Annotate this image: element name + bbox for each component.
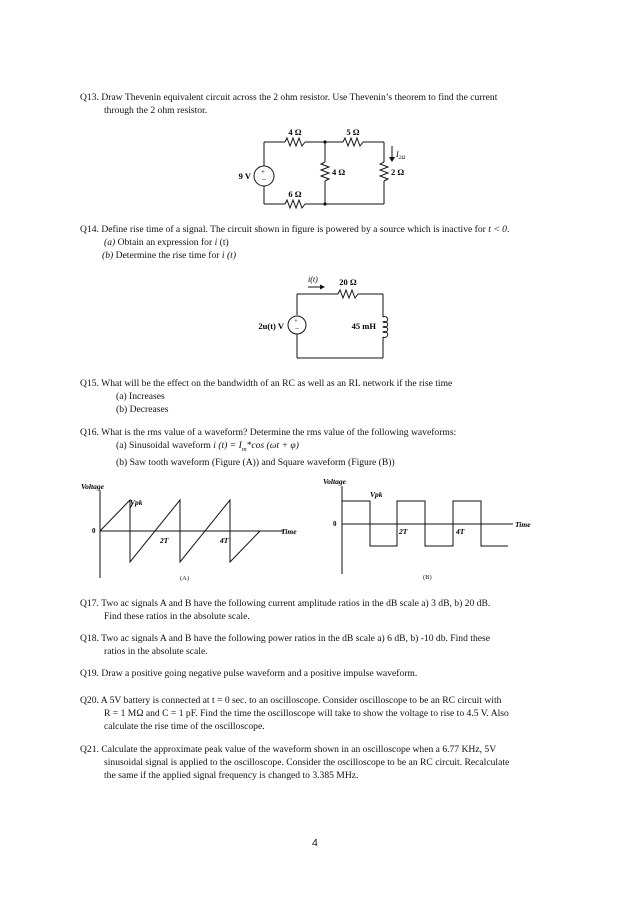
fig-b-tick-4t: 4T	[456, 527, 465, 536]
q20-line1: Q20. A 5V battery is connected at t = 0 sec. to an oscilloscope. Consider oscilloscope to be an RC circuit with	[80, 695, 502, 706]
fig-a-ylabel: Voltage	[81, 482, 104, 491]
q14-line1: Q14. Define rise time of a signal. The circuit shown in figure is powered by a source which is inactive for t < 0.	[80, 224, 510, 235]
q13-current-label: $I_{2\Omega}$	[396, 150, 406, 161]
q16-part-b: (b) Saw tooth waveform (Figure (A)) and Square waveform (Figure (B))	[116, 456, 395, 468]
q18-text	[80, 632, 570, 658]
fig-a-peak-label: Vpk	[130, 498, 143, 507]
q21-line2: sinusoidal signal is applied to the oscilloscope. Consider the oscilloscope to be an RC circuit. Recalculate	[104, 757, 510, 768]
fig-b-caption: (B)	[423, 574, 432, 581]
q21-text	[80, 743, 570, 782]
q14-circuit	[250, 272, 400, 367]
q14-text	[80, 223, 570, 262]
q14-source-plus: +	[294, 318, 298, 325]
q13-r4-label: 4 Ω	[332, 167, 346, 177]
q15-line1: Q15. What will be the effect on the bandwidth of an RC as well as an RL network if the rise time	[80, 378, 453, 389]
fig-a-origin: 0	[92, 527, 96, 535]
q15-option-b: (b) Decreases	[116, 404, 169, 415]
fig-b-ylabel: Voltage	[323, 477, 346, 486]
q13-source-minus: −	[261, 175, 267, 184]
fig-b-xlabel: Time	[515, 520, 531, 529]
q18-line2: ratios in the absolute scale.	[104, 646, 208, 657]
square-waveform-figure	[318, 474, 558, 579]
q13-r3-label: 6 Ω	[288, 189, 302, 199]
q21-line3: the same if the applied signal frequency is changed to 3.385 MHz.	[104, 770, 359, 781]
q13-r5-label: 2 Ω	[391, 167, 405, 177]
q13-r2-label: 5 Ω	[346, 127, 360, 137]
q16-text	[80, 426, 570, 469]
q14-part-b: (b) Determine the rise time for i (t)	[102, 250, 237, 261]
q13-source-label: 9 V	[238, 171, 251, 181]
q18-line1: Q18. Two ac signals A and B have the following power ratios in the dB scale a) 6 dB, b) -10 db. Find these	[80, 633, 491, 644]
fig-a-tick-2t: 2T	[160, 536, 169, 545]
fig-a-xlabel: Time	[281, 527, 297, 536]
q16-part-a: (a) Sinusoidal waveform i $(t) = I_m*\cos$ (ωt + φ)	[116, 440, 299, 453]
q15-option-a: (a) Increases	[116, 391, 165, 402]
q14-current-label: i(t)	[308, 275, 318, 284]
q20-text	[80, 694, 570, 733]
sawtooth-waveform-figure	[78, 478, 313, 583]
fig-a-tick-4t: 4T	[220, 536, 229, 545]
q15-text	[80, 377, 570, 416]
q13-circuit	[230, 124, 420, 214]
q14-inductor-label: 45 mH	[351, 321, 376, 331]
q13-r1-label: 4 Ω	[288, 127, 302, 137]
q19-text	[80, 667, 570, 680]
fig-b-origin: 0	[333, 520, 337, 528]
q14-resistor-label: 20 Ω	[339, 277, 357, 287]
q20-line2: R = 1 MΩ and C = 1 pF. Find the time the oscilloscope will take to show the voltage to rise to 4.5 V. Also	[104, 708, 509, 719]
q13-line2: through the 2 ohm resistor.	[104, 105, 208, 116]
page-number: 4	[312, 837, 318, 849]
q19-line1: Q19. Draw a positive going negative pulse waveform and a positive impulse waveform.	[80, 668, 418, 679]
q17-text	[80, 597, 570, 623]
q17-line1: Q17. Two ac signals A and B have the following current amplitude ratios in the dB scale a) 3 dB, b) 20 dB.	[80, 598, 491, 609]
q14-part-a: (a) Obtain an expression for i (t)	[104, 237, 229, 248]
q17-line2: Find these ratios in the absolute scale.	[104, 611, 250, 622]
q21-line1: Q21. Calculate the approximate peak value of the waveform shown in an oscilloscope when a 6.77 KHz, 5V	[80, 744, 497, 755]
q20-line3: calculate the rise time of the oscilloscope.	[104, 721, 265, 732]
q14-source-minus: −	[294, 324, 300, 333]
q13-text	[80, 91, 570, 117]
q13-source-plus: +	[261, 168, 265, 176]
q13-line1: Q13. Draw Thevenin equivalent circuit across the 2 ohm resistor. Use Thevenin’s theorem to find the current	[80, 92, 498, 103]
q14-source-label: 2u(t) V	[258, 321, 284, 331]
q16-line1: Q16. What is the rms value of a waveform? Determine the rms value of the following waveforms:	[80, 427, 457, 438]
fig-b-tick-2t: 2T	[399, 527, 408, 536]
fig-a-caption: (A)	[180, 575, 190, 582]
fig-b-peak-label: Vpk	[370, 490, 383, 499]
